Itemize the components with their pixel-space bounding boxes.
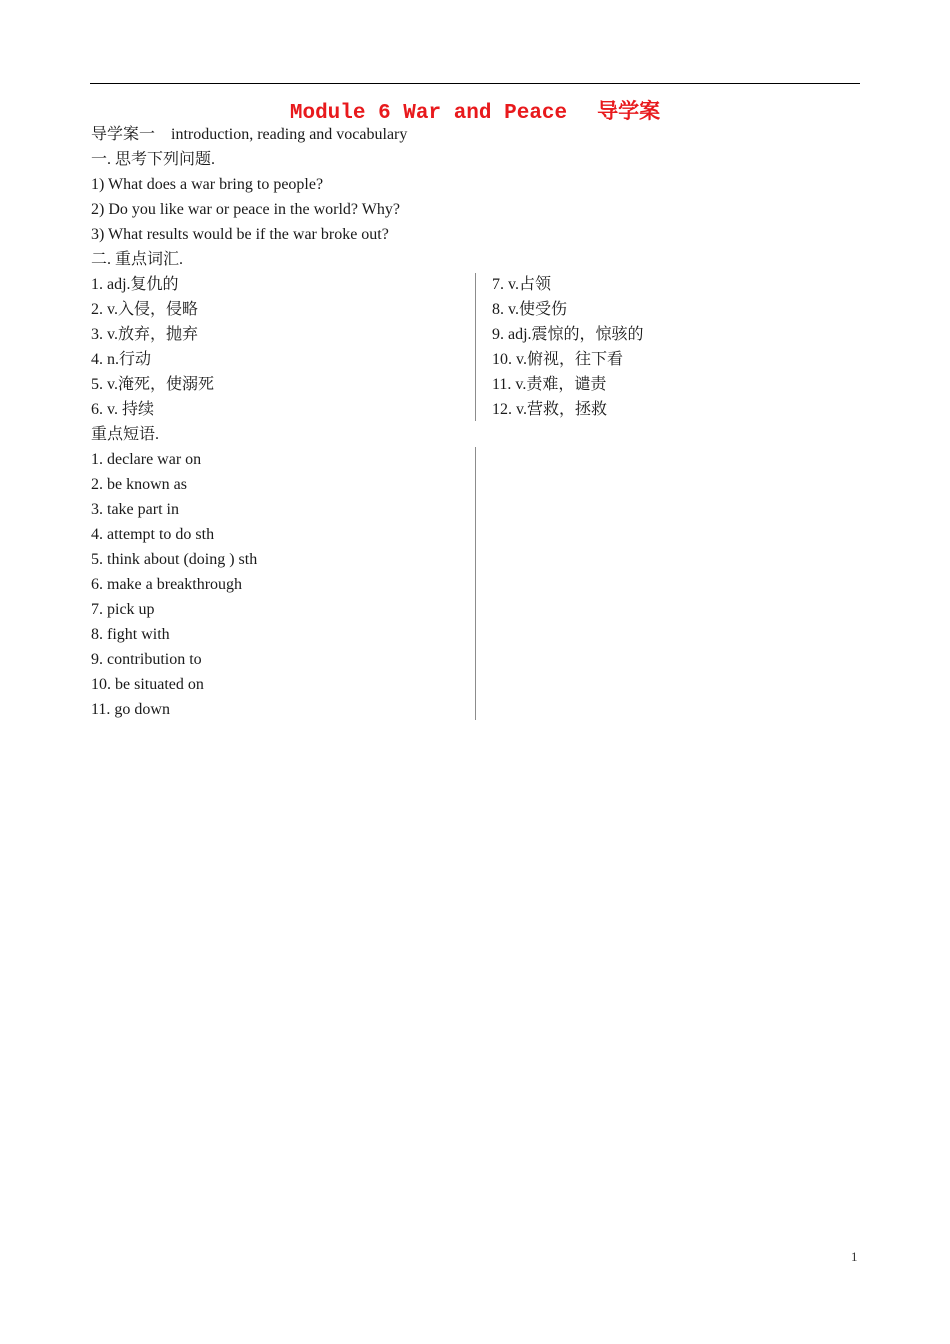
question-item: 3) What results would be if the war broke out? <box>91 226 389 243</box>
header-rule <box>90 83 860 84</box>
vocab-item: 2. v.入侵，侵略 <box>91 301 198 318</box>
vocab-item: 8. v.使受伤 <box>492 301 567 318</box>
phrase-item: 5. think about (doing ) sth <box>91 551 258 568</box>
vocab-item: 12. v.营救，拯救 <box>492 401 607 418</box>
vocab-item: 3. v.放弃，抛弃 <box>91 326 198 343</box>
vocab-item: 9. adj.震惊的，惊骇的 <box>492 326 644 343</box>
phrase-item: 6. make a breakthrough <box>91 576 243 593</box>
phrase-item: 1. declare war on <box>91 451 202 468</box>
part3-heading: 重点短语. <box>91 426 160 443</box>
vocab-item: 5. v.淹死，使溺死 <box>91 376 214 393</box>
vocab-item: 7. v.占领 <box>492 276 551 293</box>
question-item: 2) Do you like war or peace in the world? Why? <box>91 201 400 218</box>
phrase-item: 10. be situated on <box>91 676 204 693</box>
title-chinese: 导学案 <box>597 99 661 123</box>
vocab-item: 10. v.俯视，往下看 <box>492 351 623 368</box>
vocab-item: 6. v. 持续 <box>91 401 154 418</box>
phrase-column-divider <box>475 447 476 720</box>
part1-heading: 一. 思考下列问题. <box>91 151 216 168</box>
phrase-item: 8. fight with <box>91 626 170 643</box>
phrase-item: 7. pick up <box>91 601 155 618</box>
vocab-item: 11. v.责难，谴责 <box>492 376 607 393</box>
phrase-item: 2. be known as <box>91 476 187 493</box>
vocab-column-divider <box>475 273 476 421</box>
section-text: introduction, reading and vocabulary <box>171 126 408 143</box>
section-label: 导学案一 <box>91 126 156 143</box>
phrase-item: 11. go down <box>91 701 170 718</box>
title-english: Module 6 War and Peace <box>289 102 568 125</box>
vocab-item: 1. adj.复仇的 <box>91 276 179 293</box>
phrase-item: 9. contribution to <box>91 651 202 668</box>
question-item: 1) What does a war bring to people? <box>91 176 324 193</box>
section-header <box>91 122 407 147</box>
page-number: 1 <box>851 1249 858 1264</box>
phrase-item: 3. take part in <box>91 501 179 518</box>
vocab-item: 4. n.行动 <box>91 351 152 368</box>
phrase-item: 4. attempt to do sth <box>91 526 215 543</box>
part2-heading: 二. 重点词汇. <box>91 251 184 268</box>
